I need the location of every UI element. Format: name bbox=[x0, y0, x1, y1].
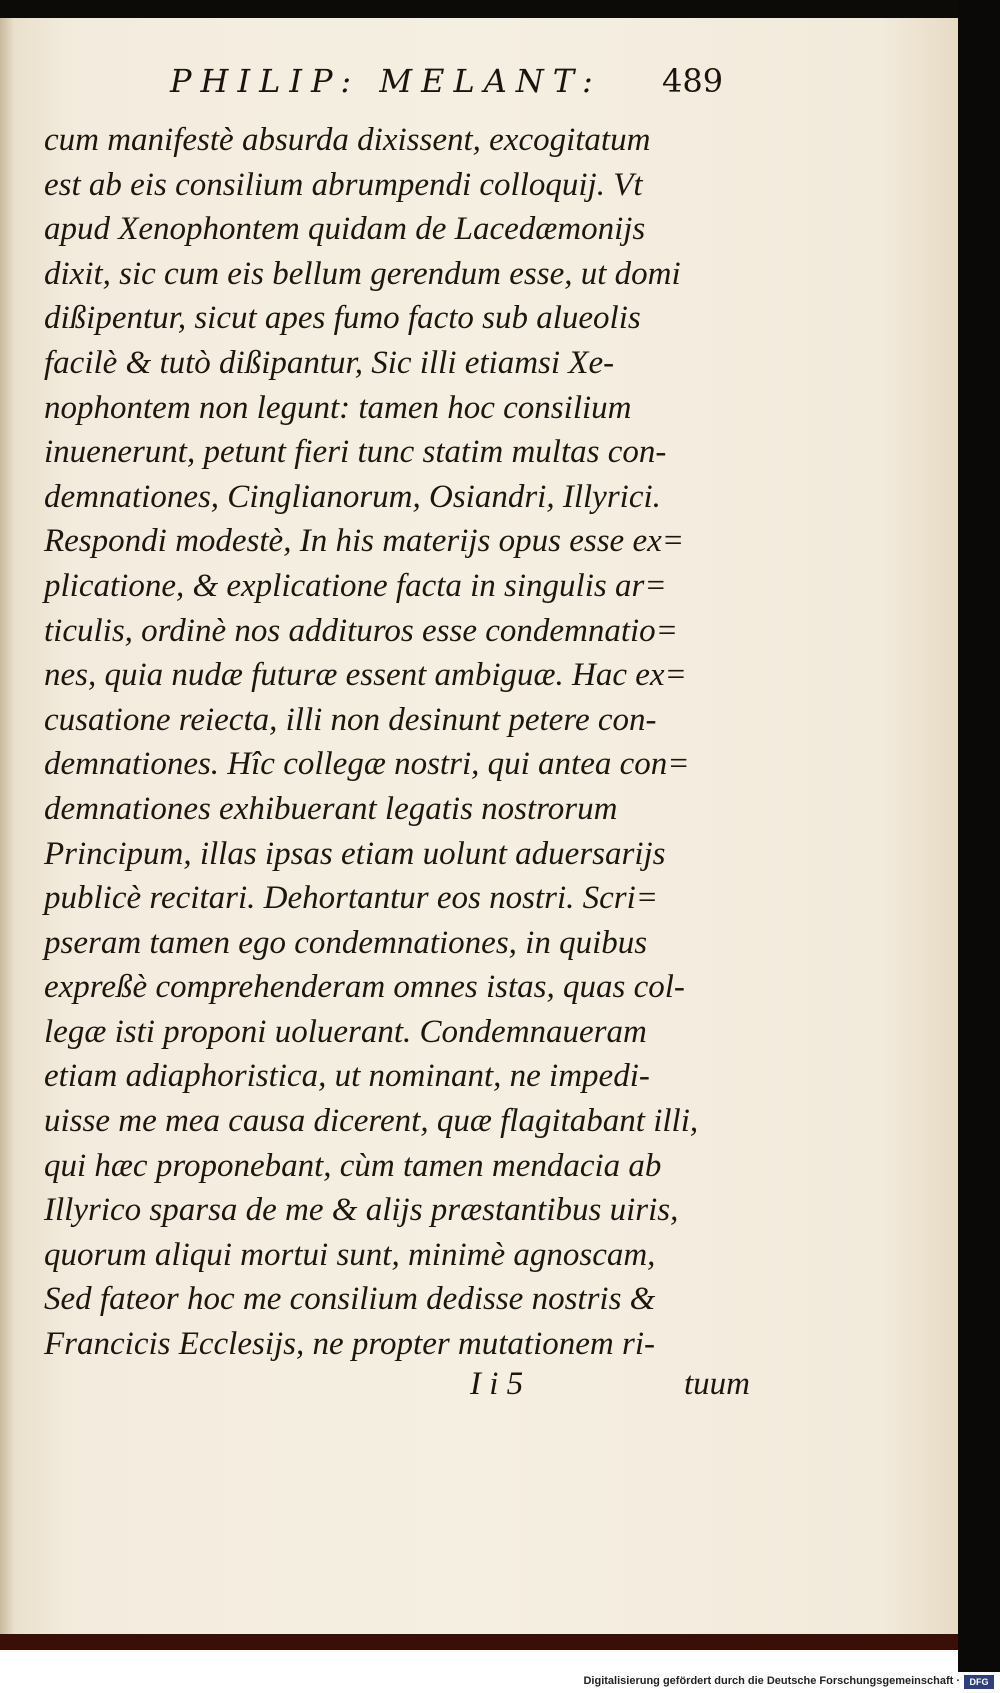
page-number: 489 bbox=[662, 62, 724, 100]
text-line: est ab eis consilium abrumpendi colloquij. Vt bbox=[44, 166, 643, 203]
text-line: demnationes, Cinglianorum, Osiandri, Illyrici. bbox=[44, 478, 661, 515]
text-line: dixit, sic cum eis bellum gerendum esse, ut domi bbox=[44, 255, 681, 292]
running-head: PHILIP: MELANT: bbox=[170, 62, 602, 100]
text-line: dißipentur, sicut apes fumo facto sub alueolis bbox=[44, 300, 641, 337]
text-line: cum manifestè absurda dixissent, excogitatum bbox=[44, 122, 651, 158]
scan-right-edge bbox=[958, 0, 1000, 1672]
text-line: demnationes. Hîc collegæ nostri, qui antea con= bbox=[44, 746, 690, 783]
text-line: etiam adiaphoristica, ut nominant, ne impedi- bbox=[44, 1058, 650, 1095]
text-line: demnationes exhibuerant legatis nostrorum bbox=[44, 790, 618, 827]
signature-mark: I i 5 bbox=[470, 1366, 524, 1402]
text-line: pseram tamen ego condemnationes, in quibus bbox=[44, 924, 648, 961]
text-line: Respondi modestè, In his materijs opus esse ex= bbox=[44, 523, 685, 560]
text-line: qui hæc proponebant, cùm tamen mendacia ab bbox=[44, 1147, 662, 1184]
text-line: Illyrico sparsa de me & alijs præstantibus uiris, bbox=[44, 1192, 679, 1229]
text-line: Sed fateor hoc me consilium dedisse nostris & bbox=[44, 1281, 656, 1318]
text-line: uisse me mea causa dicerent, quæ flagitabant illi, bbox=[44, 1103, 699, 1140]
text-line: cusatione reiecta, illi non desinunt petere con- bbox=[44, 701, 657, 738]
page-gutter-shadow bbox=[0, 18, 14, 1634]
digitization-credit: Digitalisierung gefördert durch die Deutsche Forschungsgemeinschaft · bbox=[583, 1675, 960, 1687]
text-line: nes, quia nudæ futuræ essent ambiguæ. Hac ex= bbox=[44, 657, 687, 694]
credit-bar bbox=[0, 1672, 1000, 1693]
text-line: ticulis, ordinè nos addituros esse condemnatio= bbox=[44, 612, 678, 649]
text-line: publicè recitari. Dehortantur eos nostri. Scri= bbox=[44, 880, 659, 917]
book-page bbox=[0, 18, 958, 1650]
text-line: quorum aliqui mortui sunt, minimè agnoscam, bbox=[44, 1236, 656, 1273]
text-line: plicatione, & explicatione facta in singulis ar= bbox=[44, 567, 667, 604]
text-line: facilè & tutò dißipantur, Sic illi etiamsi Xe- bbox=[44, 344, 615, 381]
scan-top-edge bbox=[0, 0, 958, 18]
text-line: nophontem non legunt: tamen hoc consilium bbox=[44, 389, 632, 426]
text-line: inuenerunt, petunt fieri tunc statim multas con- bbox=[44, 434, 667, 471]
text-line: Principum, illas ipsas etiam uolunt aduersarijs bbox=[44, 835, 666, 872]
text-line: legæ isti proponi uoluerant. Condemnaueram bbox=[44, 1013, 647, 1050]
page-footer bbox=[470, 1366, 760, 1410]
text-line: Francicis Ecclesijs, ne propter mutationem ri- bbox=[44, 1326, 655, 1363]
text-line: apud Xenophontem quidam de Lacedæmonijs bbox=[44, 211, 646, 248]
text-line: expreßè comprehenderam omnes istas, quas col- bbox=[44, 969, 685, 1006]
body-text bbox=[44, 118, 764, 1367]
catchword: tuum bbox=[684, 1366, 750, 1402]
dfg-logo-icon: DFG bbox=[964, 1675, 994, 1689]
